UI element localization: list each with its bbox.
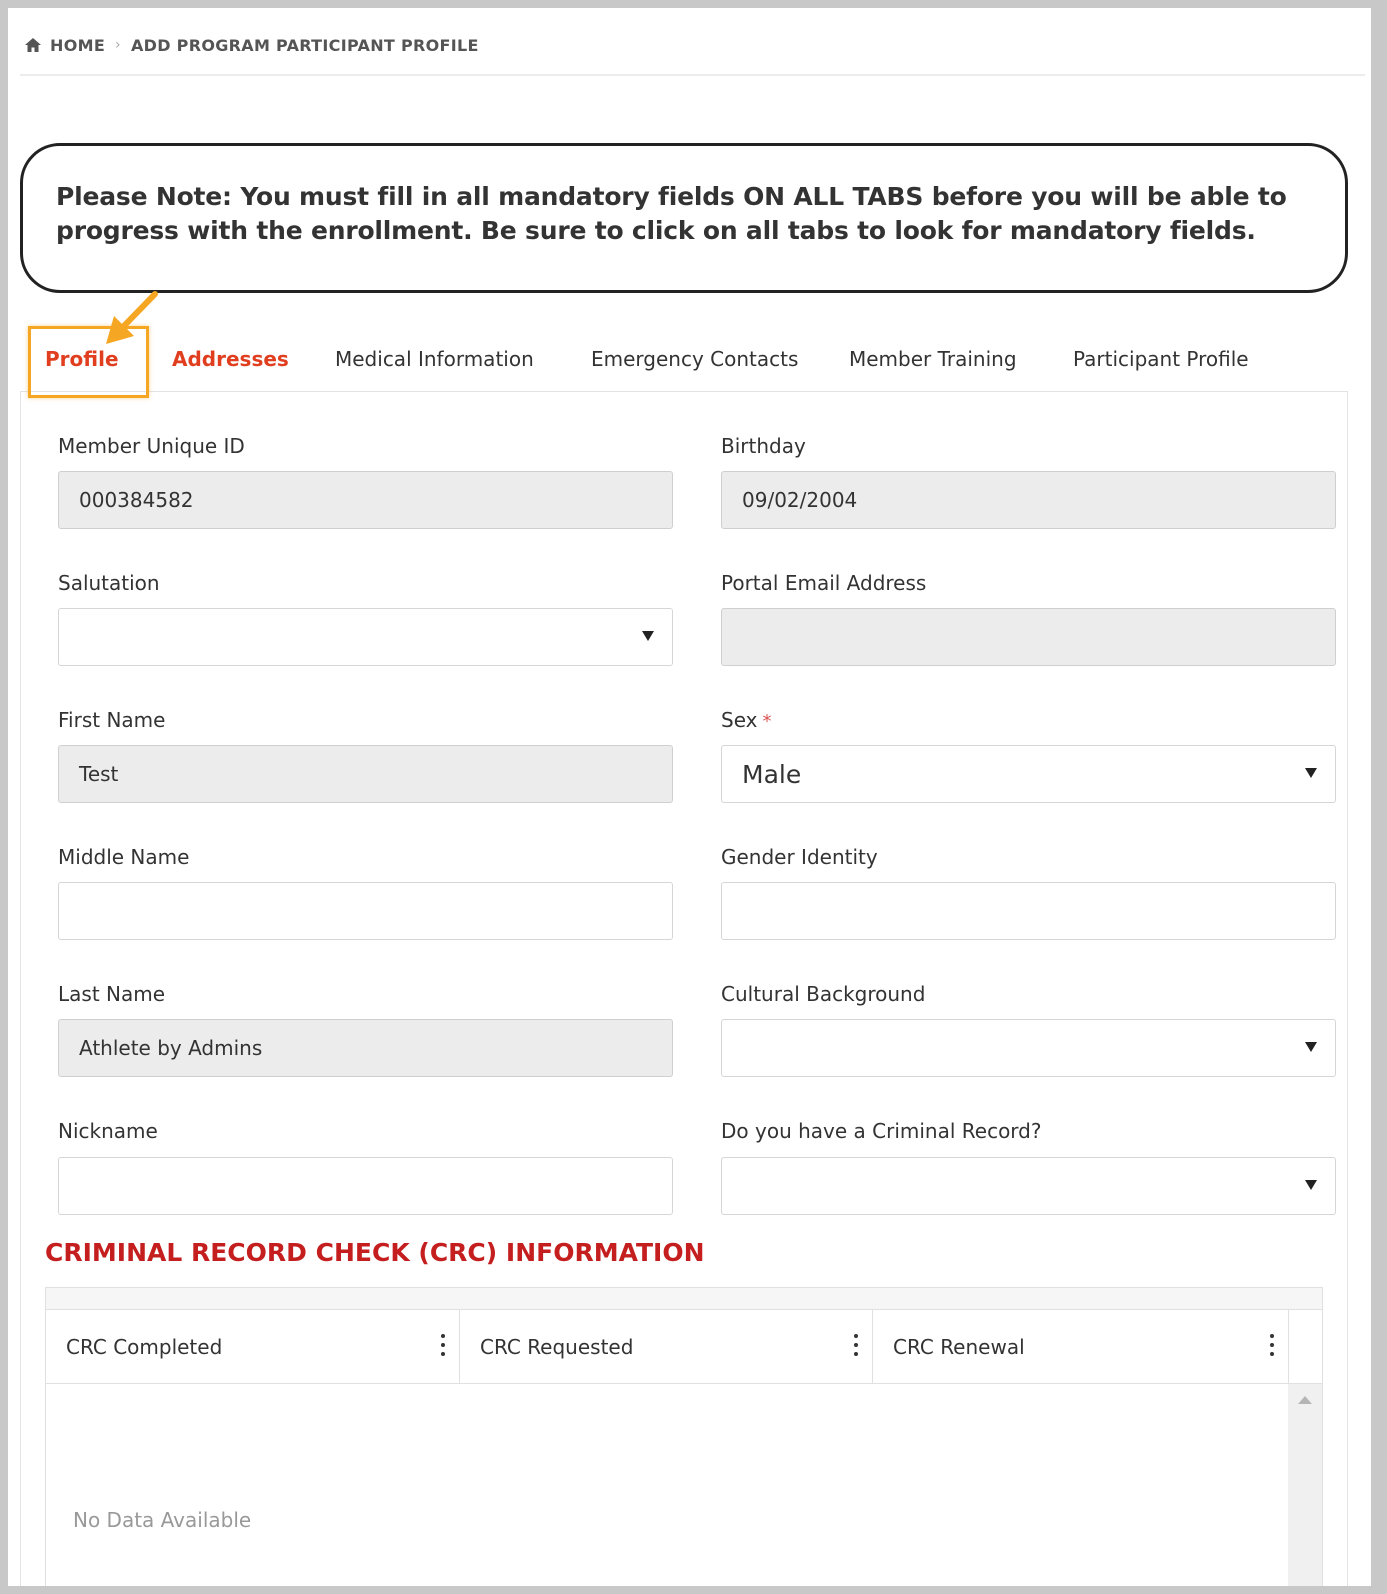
portal-email-field[interactable]	[721, 608, 1336, 666]
column-menu-icon[interactable]	[1270, 1334, 1274, 1356]
first-name-field[interactable]	[58, 745, 673, 803]
column-header-label: CRC Renewal	[893, 1335, 1025, 1359]
salutation-label: Salutation	[58, 571, 160, 595]
middle-name-label: Middle Name	[58, 845, 190, 869]
sex-value: Male	[742, 759, 802, 789]
required-marker: *	[762, 711, 772, 732]
nickname-field[interactable]	[58, 1157, 673, 1215]
last-name-label: Last Name	[58, 982, 166, 1006]
sex-label-text: Sex	[721, 708, 758, 732]
first-name-label: First Name	[58, 708, 166, 732]
caret-down-icon	[1305, 768, 1317, 778]
salutation-select[interactable]	[58, 608, 673, 666]
caret-down-icon	[642, 631, 654, 641]
crc-grid	[45, 1287, 1323, 1586]
caret-down-icon	[1305, 1042, 1317, 1052]
column-header-crc-requested[interactable]	[460, 1310, 873, 1383]
sex-label	[721, 708, 1336, 732]
criminal-record-label: Do you have a Criminal Record?	[721, 1119, 1042, 1143]
last-name-value: Athlete by Admins	[79, 1036, 263, 1060]
first-name-value: Test	[79, 762, 119, 786]
sex-select[interactable]	[721, 745, 1336, 803]
tab-participant-profile[interactable]: Participant Profile	[1073, 347, 1249, 371]
tab-addresses[interactable]: Addresses	[172, 347, 289, 371]
nickname-label: Nickname	[58, 1119, 158, 1143]
grid-scrollbar[interactable]	[1288, 1384, 1322, 1586]
cultural-background-select[interactable]	[721, 1019, 1336, 1077]
member-unique-id-field[interactable]	[58, 471, 673, 529]
home-icon[interactable]	[24, 37, 42, 53]
callout-arrow-icon	[100, 286, 170, 356]
cultural-background-label: Cultural Background	[721, 982, 926, 1006]
tab-bar	[20, 324, 1348, 392]
column-header-label: CRC Completed	[66, 1335, 223, 1359]
criminal-record-select[interactable]	[721, 1157, 1336, 1215]
birthday-value: 09/02/2004	[742, 488, 858, 512]
grid-toolbar	[46, 1288, 1322, 1310]
column-menu-icon[interactable]	[854, 1334, 858, 1356]
tab-emergency-contacts[interactable]: Emergency Contacts	[591, 347, 799, 371]
tab-medical-information[interactable]: Medical Information	[335, 347, 534, 371]
member-unique-id-label: Member Unique ID	[58, 434, 245, 458]
chevron-right-icon: ›	[115, 37, 121, 53]
tab-profile[interactable]: Profile	[45, 347, 119, 371]
birthday-field[interactable]	[721, 471, 1336, 529]
breadcrumb-current: ADD PROGRAM PARTICIPANT PROFILE	[130, 35, 479, 55]
mandatory-fields-note: Please Note: You must fill in all mandatory fields ON ALL TABS before you will be able to progress with the enrollment. Be sure to click on all tabs to look for mandatory fields.	[20, 143, 1348, 293]
grid-header-row	[46, 1310, 1322, 1384]
scroll-up-icon[interactable]	[1298, 1396, 1312, 1404]
breadcrumb-home-link[interactable]: HOME	[50, 35, 106, 55]
breadcrumb	[20, 16, 1365, 76]
caret-down-icon	[1305, 1180, 1317, 1190]
crc-section-title: CRIMINAL RECORD CHECK (CRC) INFORMATION	[45, 1238, 705, 1267]
gender-identity-field[interactable]	[721, 882, 1336, 940]
portal-email-label: Portal Email Address	[721, 571, 927, 595]
column-header-crc-renewal[interactable]	[873, 1310, 1289, 1383]
column-header-label: CRC Requested	[480, 1335, 634, 1359]
member-unique-id-value: 000384582	[79, 488, 194, 512]
column-header-crc-completed[interactable]	[46, 1310, 460, 1383]
tab-member-training[interactable]: Member Training	[849, 347, 1017, 371]
column-menu-icon[interactable]	[441, 1334, 445, 1356]
last-name-field[interactable]	[58, 1019, 673, 1077]
grid-empty-message: No Data Available	[73, 1508, 252, 1532]
birthday-label: Birthday	[721, 434, 806, 458]
page-frame	[8, 8, 1371, 1586]
middle-name-field[interactable]	[58, 882, 673, 940]
gender-identity-label: Gender Identity	[721, 845, 878, 869]
